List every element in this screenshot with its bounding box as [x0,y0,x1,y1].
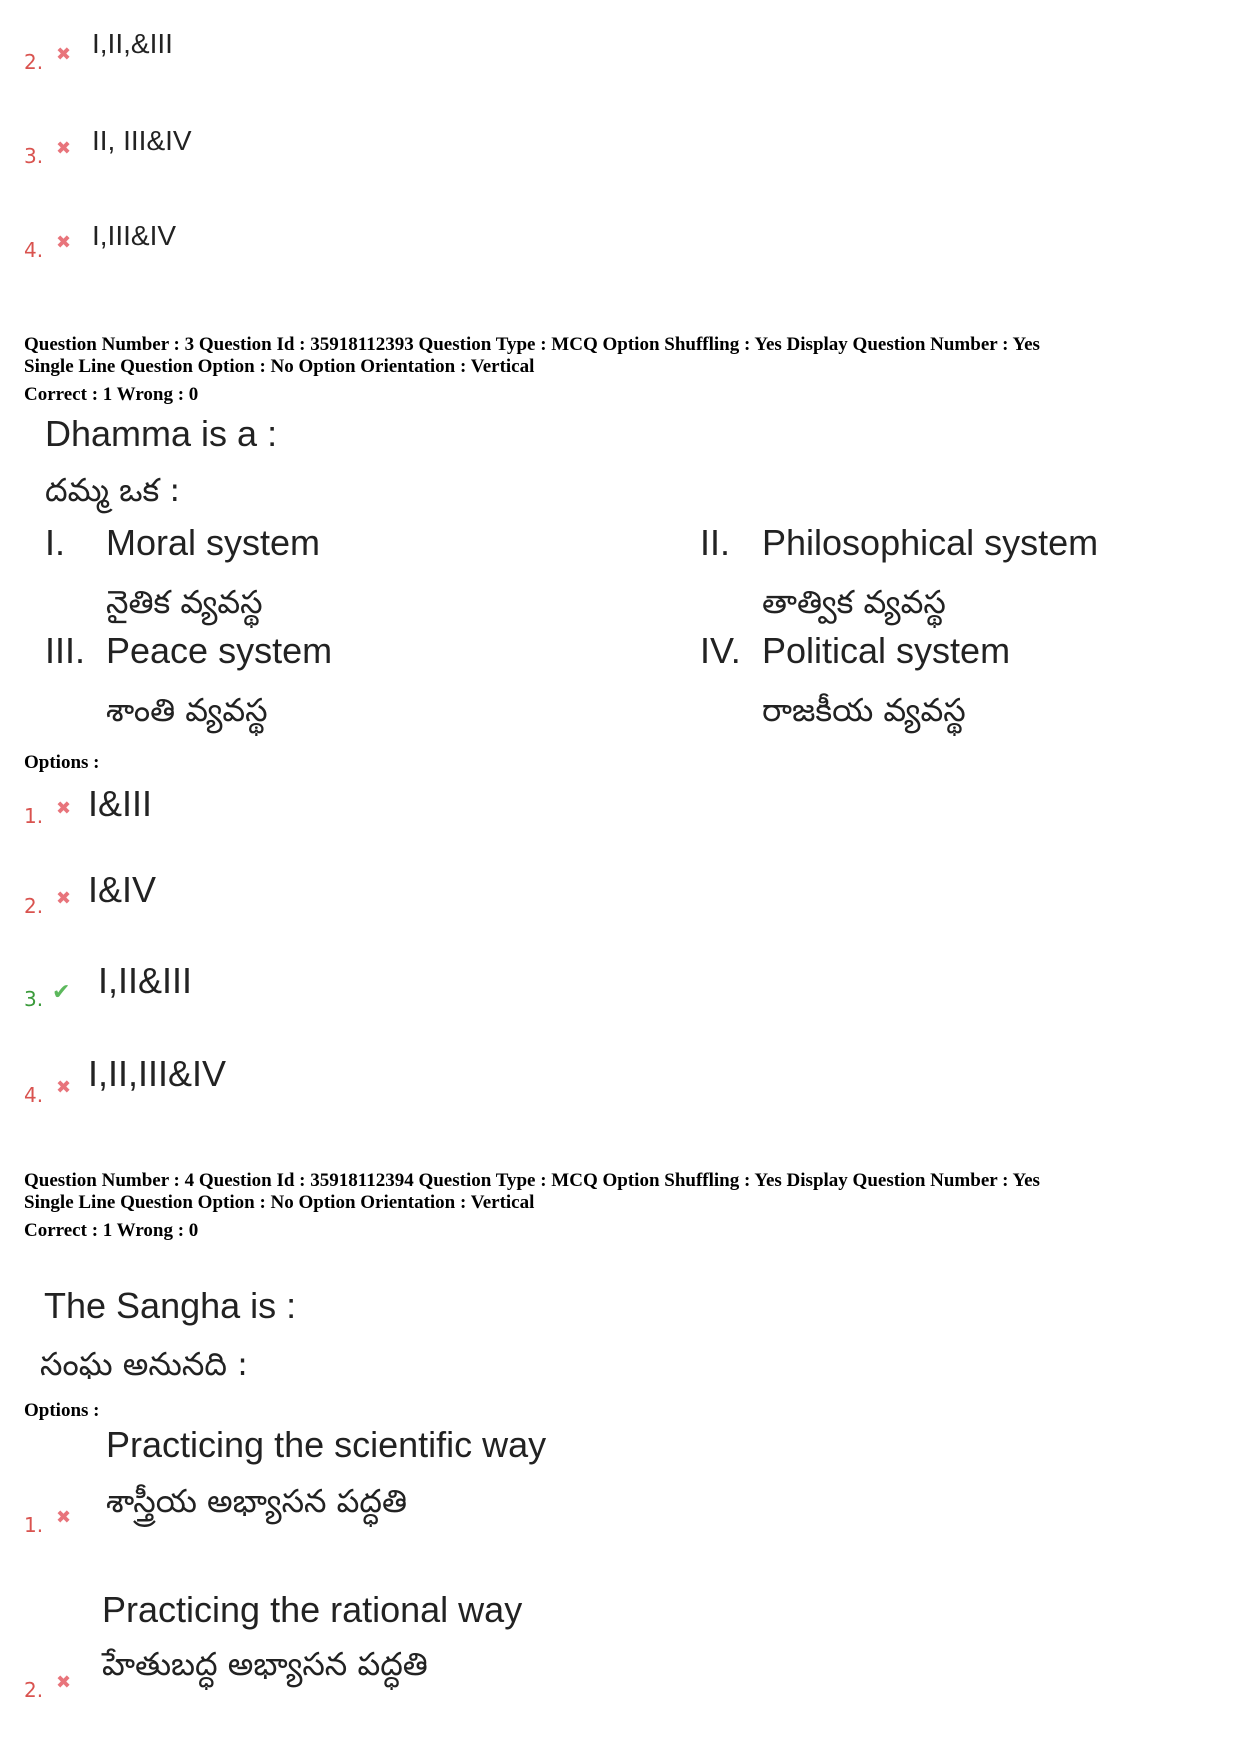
q4-meta-line1: Question Number : 4 Question Id : 35918112394 Question Type : MCQ Option Shuffling : Yes Display Question Number : Yes [24,1170,1040,1191]
q4-stem-english: The Sangha is : [44,1285,297,1326]
wrong-mark-icon: ✖ [56,888,72,909]
item-english: Peace system [106,630,333,671]
wrong-mark-icon: ✖ [56,798,72,819]
option-text: I,II,III&IV [88,1053,227,1094]
q4-meta-line2: Single Line Question Option : No Option Orientation : Vertical [24,1192,535,1213]
item-telugu: తాత్విక వ్యవస్థ [762,583,946,621]
item-numeral: III. [45,630,86,671]
item-telugu: రాజకీయ వ్యవస్థ [762,691,966,729]
option-text: I,II&III [98,960,193,1001]
item-telugu: శాంతి వ్యవస్థ [106,691,268,729]
q3-stem-telugu: దమ్మ ఒక : [45,471,181,509]
option-telugu: హేతుబద్ధ అభ్యాసన పద్ధతి [102,1645,428,1683]
q3-meta-line1: Question Number : 3 Question Id : 35918112393 Question Type : MCQ Option Shuffling : Yes Display Question Number : Yes [24,334,1040,355]
wrong-mark-icon: ✖ [56,1077,72,1098]
wrong-mark-icon: ✖ [56,232,72,253]
option-number: 3. [24,987,44,1011]
item-telugu: నైతిక వ్యవస్థ [106,583,263,621]
item-english: Moral system [106,522,321,563]
check-mark-icon: ✔ [52,980,71,1005]
option-number: 1. [24,804,44,828]
option-number: 4. [24,1083,44,1107]
q3-stem-english: Dhamma is a : [45,413,278,454]
option-text: I&IV [88,869,157,910]
wrong-mark-icon: ✖ [56,44,72,65]
wrong-mark-icon: ✖ [56,1507,72,1528]
option-telugu: శాస్త్రీయ అభ్యాసన పద్ధతి [106,1482,408,1520]
option-number: 3. [24,144,44,168]
wrong-mark-icon: ✖ [56,1672,72,1693]
option-english: Practicing the scientific way [106,1424,547,1465]
q3-options-label: Options : [24,752,100,773]
option-text: I,II,&III [92,28,173,59]
item-english: Philosophical system [762,522,1099,563]
q4-stem-telugu: సంఘ అనునది : [40,1345,248,1383]
q3-score: Correct : 1 Wrong : 0 [24,384,199,405]
option-text: I&III [88,783,153,824]
item-numeral: II. [700,522,731,563]
item-numeral: IV. [700,630,741,671]
option-number: 2. [24,894,44,918]
option-text: I,III&IV [92,220,177,251]
q3-meta-line2: Single Line Question Option : No Option Orientation : Vertical [24,356,535,377]
item-english: Political system [762,630,1011,671]
q4-score: Correct : 1 Wrong : 0 [24,1220,199,1241]
option-english: Practicing the rational way [102,1589,523,1630]
option-number: 2. [24,50,44,74]
option-number: 4. [24,238,44,262]
option-number: 1. [24,1513,44,1537]
option-text: II, III&IV [92,125,192,156]
item-numeral: I. [45,522,66,563]
option-number: 2. [24,1678,44,1702]
q4-options-label: Options : [24,1400,100,1421]
wrong-mark-icon: ✖ [56,138,72,159]
